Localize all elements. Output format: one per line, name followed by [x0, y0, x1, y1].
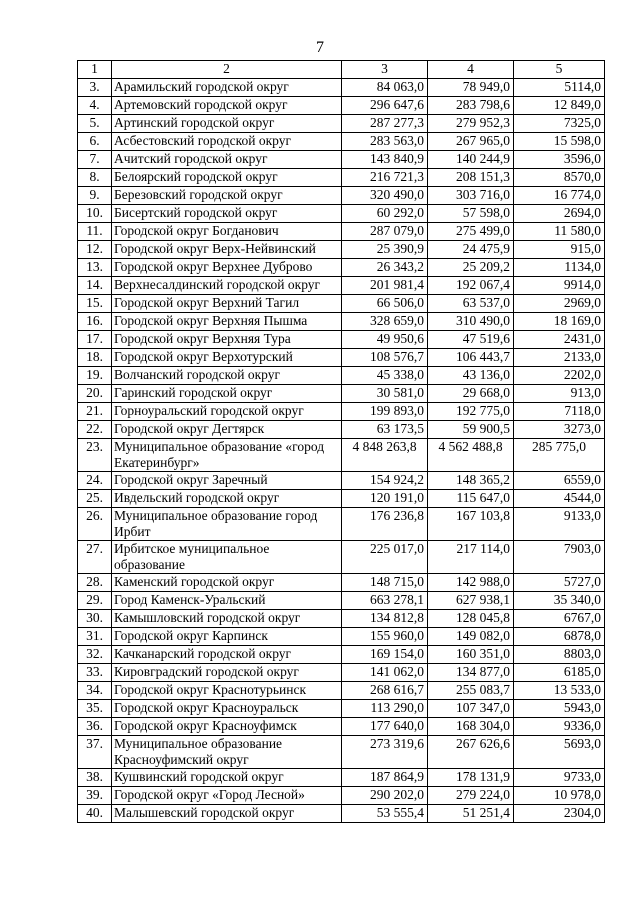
value-col-3: 4 848 263,8 — [342, 439, 428, 472]
value-col-4: 63 537,0 — [428, 295, 514, 313]
value-col-4: 178 131,9 — [428, 769, 514, 787]
value-col-3: 268 616,7 — [342, 682, 428, 700]
value-col-3: 49 950,6 — [342, 331, 428, 349]
table-row — [78, 349, 605, 367]
value-col-3: 201 981,4 — [342, 277, 428, 295]
value-col-5: 2202,0 — [514, 367, 605, 385]
row-number: 7. — [78, 151, 112, 169]
municipality-name: Ирбитское муниципальное образование — [112, 541, 342, 574]
value-col-4: 149 082,0 — [428, 628, 514, 646]
value-col-3: 290 202,0 — [342, 787, 428, 805]
value-col-3: 26 343,2 — [342, 259, 428, 277]
value-col-4: 115 647,0 — [428, 490, 514, 508]
table-row — [78, 205, 605, 223]
value-col-3: 108 576,7 — [342, 349, 428, 367]
value-col-4: 4 562 488,8 — [428, 439, 514, 472]
value-col-3: 225 017,0 — [342, 541, 428, 574]
municipality-name: Качканарский городской округ — [112, 646, 342, 664]
value-col-3: 216 721,3 — [342, 169, 428, 187]
row-number: 40. — [78, 805, 112, 823]
row-number: 22. — [78, 421, 112, 439]
value-col-4: 283 798,6 — [428, 97, 514, 115]
value-col-5: 12 849,0 — [514, 97, 605, 115]
value-col-4: 208 151,3 — [428, 169, 514, 187]
value-col-4: 167 103,8 — [428, 508, 514, 541]
row-number: 13. — [78, 259, 112, 277]
municipality-name: Кушвинский городской округ — [112, 769, 342, 787]
value-col-5: 5114,0 — [514, 79, 605, 97]
value-col-4: 140 244,9 — [428, 151, 514, 169]
value-col-4: 160 351,0 — [428, 646, 514, 664]
row-number: 18. — [78, 349, 112, 367]
municipality-name: Кировградский городской округ — [112, 664, 342, 682]
row-number: 20. — [78, 385, 112, 403]
row-number: 12. — [78, 241, 112, 259]
value-col-5: 11 580,0 — [514, 223, 605, 241]
table-row — [78, 241, 605, 259]
value-col-4: 168 304,0 — [428, 718, 514, 736]
value-col-3: 148 715,0 — [342, 574, 428, 592]
value-col-3: 84 063,0 — [342, 79, 428, 97]
value-col-5: 9133,0 — [514, 508, 605, 541]
value-col-5: 9914,0 — [514, 277, 605, 295]
municipality-name: Березовский городской округ — [112, 187, 342, 205]
municipality-name: Ивдельский городской округ — [112, 490, 342, 508]
table-row — [78, 421, 605, 439]
value-col-3: 134 812,8 — [342, 610, 428, 628]
value-col-3: 273 319,6 — [342, 736, 428, 769]
municipality-name: Белоярский городской округ — [112, 169, 342, 187]
table-row — [78, 223, 605, 241]
value-col-3: 287 079,0 — [342, 223, 428, 241]
value-col-4: 51 251,4 — [428, 805, 514, 823]
value-col-3: 66 506,0 — [342, 295, 428, 313]
row-number: 32. — [78, 646, 112, 664]
row-number: 5. — [78, 115, 112, 133]
table-row — [78, 403, 605, 421]
value-col-3: 154 924,2 — [342, 472, 428, 490]
value-col-5: 6767,0 — [514, 610, 605, 628]
municipality-name: Артинский городской округ — [112, 115, 342, 133]
table-row — [78, 439, 605, 472]
table-row — [78, 664, 605, 682]
value-col-5: 7118,0 — [514, 403, 605, 421]
row-number: 29. — [78, 592, 112, 610]
municipality-name: Городской округ Верхняя Тура — [112, 331, 342, 349]
value-col-3: 177 640,0 — [342, 718, 428, 736]
municipality-name: Малышевский городской округ — [112, 805, 342, 823]
value-col-5: 913,0 — [514, 385, 605, 403]
value-col-5: 3273,0 — [514, 421, 605, 439]
municipality-name: Город Каменск-Уральский — [112, 592, 342, 610]
table-row — [78, 472, 605, 490]
row-number: 19. — [78, 367, 112, 385]
header-row — [78, 61, 605, 79]
value-col-4: 25 209,2 — [428, 259, 514, 277]
value-col-5: 915,0 — [514, 241, 605, 259]
value-col-3: 187 864,9 — [342, 769, 428, 787]
table-row — [78, 313, 605, 331]
row-number: 6. — [78, 133, 112, 151]
table-row — [78, 295, 605, 313]
value-col-3: 287 277,3 — [342, 115, 428, 133]
header-col-1: 1 — [78, 61, 112, 79]
table-row — [78, 628, 605, 646]
value-col-3: 141 062,0 — [342, 664, 428, 682]
value-col-3: 120 191,0 — [342, 490, 428, 508]
value-col-3: 283 563,0 — [342, 133, 428, 151]
table-row — [78, 385, 605, 403]
row-number: 28. — [78, 574, 112, 592]
value-col-4: 78 949,0 — [428, 79, 514, 97]
municipality-name: Городской округ Верх-Нейвинский — [112, 241, 342, 259]
row-number: 38. — [78, 769, 112, 787]
table-row — [78, 574, 605, 592]
table-row — [78, 490, 605, 508]
municipality-name: Ачитский городской округ — [112, 151, 342, 169]
municipality-name: Городской округ Краснотурьинск — [112, 682, 342, 700]
table-row — [78, 133, 605, 151]
row-number: 9. — [78, 187, 112, 205]
value-col-3: 328 659,0 — [342, 313, 428, 331]
table-row — [78, 805, 605, 823]
value-col-5: 3596,0 — [514, 151, 605, 169]
table-row — [78, 508, 605, 541]
value-col-4: 134 877,0 — [428, 664, 514, 682]
row-number: 34. — [78, 682, 112, 700]
value-col-4: 267 965,0 — [428, 133, 514, 151]
municipality-name: Верхнесалдинский городской округ — [112, 277, 342, 295]
table-row — [78, 541, 605, 574]
value-col-5: 35 340,0 — [514, 592, 605, 610]
value-col-4: 128 045,8 — [428, 610, 514, 628]
municipality-name: Городской округ Верхнее Дуброво — [112, 259, 342, 277]
value-col-5: 15 598,0 — [514, 133, 605, 151]
value-col-4: 255 083,7 — [428, 682, 514, 700]
value-col-5: 2969,0 — [514, 295, 605, 313]
table-row — [78, 187, 605, 205]
row-number: 14. — [78, 277, 112, 295]
municipality-name: Городской округ «Город Лесной» — [112, 787, 342, 805]
table-row — [78, 610, 605, 628]
row-number: 23. — [78, 439, 112, 472]
row-number: 3. — [78, 79, 112, 97]
table-row — [78, 718, 605, 736]
value-col-3: 169 154,0 — [342, 646, 428, 664]
value-col-4: 59 900,5 — [428, 421, 514, 439]
table-row — [78, 700, 605, 718]
municipality-name: Городской округ Красноуфимск — [112, 718, 342, 736]
row-number: 30. — [78, 610, 112, 628]
header-col-5: 5 — [514, 61, 605, 79]
value-col-3: 199 893,0 — [342, 403, 428, 421]
value-col-3: 176 236,8 — [342, 508, 428, 541]
value-col-5: 13 533,0 — [514, 682, 605, 700]
value-col-3: 53 555,4 — [342, 805, 428, 823]
table-row — [78, 169, 605, 187]
page-number: 7 — [316, 39, 324, 56]
table-row — [78, 682, 605, 700]
municipality-name: Арамильский городской округ — [112, 79, 342, 97]
value-col-5: 5693,0 — [514, 736, 605, 769]
municipality-name: Городской округ Дегтярск — [112, 421, 342, 439]
value-col-3: 60 292,0 — [342, 205, 428, 223]
value-col-5: 2133,0 — [514, 349, 605, 367]
municipality-name: Каменский городской округ — [112, 574, 342, 592]
value-col-4: 24 475,9 — [428, 241, 514, 259]
value-col-4: 310 490,0 — [428, 313, 514, 331]
value-col-4: 192 067,4 — [428, 277, 514, 295]
value-col-5: 2431,0 — [514, 331, 605, 349]
row-number: 33. — [78, 664, 112, 682]
value-col-3: 25 390,9 — [342, 241, 428, 259]
municipality-name: Горноуральский городской округ — [112, 403, 342, 421]
table-row — [78, 151, 605, 169]
value-col-4: 279 224,0 — [428, 787, 514, 805]
value-col-4: 192 775,0 — [428, 403, 514, 421]
value-col-5: 6878,0 — [514, 628, 605, 646]
value-col-4: 57 598,0 — [428, 205, 514, 223]
value-col-4: 142 988,0 — [428, 574, 514, 592]
value-col-5: 10 978,0 — [514, 787, 605, 805]
value-col-4: 107 347,0 — [428, 700, 514, 718]
row-number: 11. — [78, 223, 112, 241]
row-number: 17. — [78, 331, 112, 349]
municipality-name: Камышловский городской округ — [112, 610, 342, 628]
municipality-name: Муниципальное образование город Ирбит — [112, 508, 342, 541]
municipality-name: Городской округ Верхний Тагил — [112, 295, 342, 313]
municipality-name: Муниципальное образование Красноуфимский округ — [112, 736, 342, 769]
value-col-3: 143 840,9 — [342, 151, 428, 169]
value-col-5: 5727,0 — [514, 574, 605, 592]
value-col-5: 4544,0 — [514, 490, 605, 508]
value-col-4: 267 626,6 — [428, 736, 514, 769]
value-col-5: 5943,0 — [514, 700, 605, 718]
row-number: 4. — [78, 97, 112, 115]
table-row — [78, 736, 605, 769]
table-row — [78, 331, 605, 349]
header-col-3: 3 — [342, 61, 428, 79]
value-col-5: 6185,0 — [514, 664, 605, 682]
municipality-name: Городской округ Верхотурский — [112, 349, 342, 367]
row-number: 36. — [78, 718, 112, 736]
municipality-name: Асбестовский городской округ — [112, 133, 342, 151]
value-col-4: 275 499,0 — [428, 223, 514, 241]
value-col-3: 320 490,0 — [342, 187, 428, 205]
value-col-5: 2694,0 — [514, 205, 605, 223]
value-col-5: 2304,0 — [514, 805, 605, 823]
table-row — [78, 115, 605, 133]
value-col-5: 16 774,0 — [514, 187, 605, 205]
row-number: 16. — [78, 313, 112, 331]
row-number: 27. — [78, 541, 112, 574]
table-row — [78, 97, 605, 115]
value-col-4: 627 938,1 — [428, 592, 514, 610]
value-col-3: 663 278,1 — [342, 592, 428, 610]
value-col-4: 29 668,0 — [428, 385, 514, 403]
value-col-5: 6559,0 — [514, 472, 605, 490]
row-number: 39. — [78, 787, 112, 805]
municipality-name: Городской округ Богданович — [112, 223, 342, 241]
value-col-4: 106 443,7 — [428, 349, 514, 367]
value-col-3: 155 960,0 — [342, 628, 428, 646]
value-col-3: 63 173,5 — [342, 421, 428, 439]
value-col-5: 7325,0 — [514, 115, 605, 133]
value-col-4: 303 716,0 — [428, 187, 514, 205]
value-col-4: 279 952,3 — [428, 115, 514, 133]
table-row — [78, 769, 605, 787]
value-col-3: 30 581,0 — [342, 385, 428, 403]
value-col-5: 8570,0 — [514, 169, 605, 187]
value-col-4: 47 519,6 — [428, 331, 514, 349]
value-col-5: 18 169,0 — [514, 313, 605, 331]
header-col-2: 2 — [112, 61, 342, 79]
municipality-name: Гаринский городской округ — [112, 385, 342, 403]
value-col-3: 113 290,0 — [342, 700, 428, 718]
row-number: 8. — [78, 169, 112, 187]
row-number: 21. — [78, 403, 112, 421]
table-row — [78, 592, 605, 610]
municipality-name: Городской округ Карпинск — [112, 628, 342, 646]
table-row — [78, 79, 605, 97]
municipality-name: Городской округ Верхняя Пышма — [112, 313, 342, 331]
value-col-3: 296 647,6 — [342, 97, 428, 115]
table-row — [78, 367, 605, 385]
table-row — [78, 277, 605, 295]
municipality-name: Бисертский городской округ — [112, 205, 342, 223]
value-col-5: 9336,0 — [514, 718, 605, 736]
municipality-name: Городской округ Заречный — [112, 472, 342, 490]
row-number: 10. — [78, 205, 112, 223]
table-row — [78, 787, 605, 805]
municipality-name: Артемовский городской округ — [112, 97, 342, 115]
value-col-5: 8803,0 — [514, 646, 605, 664]
value-col-4: 148 365,2 — [428, 472, 514, 490]
value-col-4: 217 114,0 — [428, 541, 514, 574]
row-number: 25. — [78, 490, 112, 508]
table-body — [78, 79, 605, 823]
value-col-4: 43 136,0 — [428, 367, 514, 385]
row-number: 24. — [78, 472, 112, 490]
municipality-name: Муниципальное образование «город Екатеринбург» — [112, 439, 342, 472]
table-row — [78, 259, 605, 277]
municipality-name: Городской округ Красноуральск — [112, 700, 342, 718]
header-col-4: 4 — [428, 61, 514, 79]
value-col-5: 285 775,0 — [514, 439, 605, 472]
row-number: 15. — [78, 295, 112, 313]
table-header — [78, 61, 605, 79]
table-row — [78, 646, 605, 664]
municipality-name: Волчанский городской округ — [112, 367, 342, 385]
value-col-3: 45 338,0 — [342, 367, 428, 385]
row-number: 31. — [78, 628, 112, 646]
row-number: 35. — [78, 700, 112, 718]
value-col-5: 9733,0 — [514, 769, 605, 787]
value-col-5: 1134,0 — [514, 259, 605, 277]
row-number: 37. — [78, 736, 112, 769]
value-col-5: 7903,0 — [514, 541, 605, 574]
row-number: 26. — [78, 508, 112, 541]
budget-table — [77, 60, 605, 823]
